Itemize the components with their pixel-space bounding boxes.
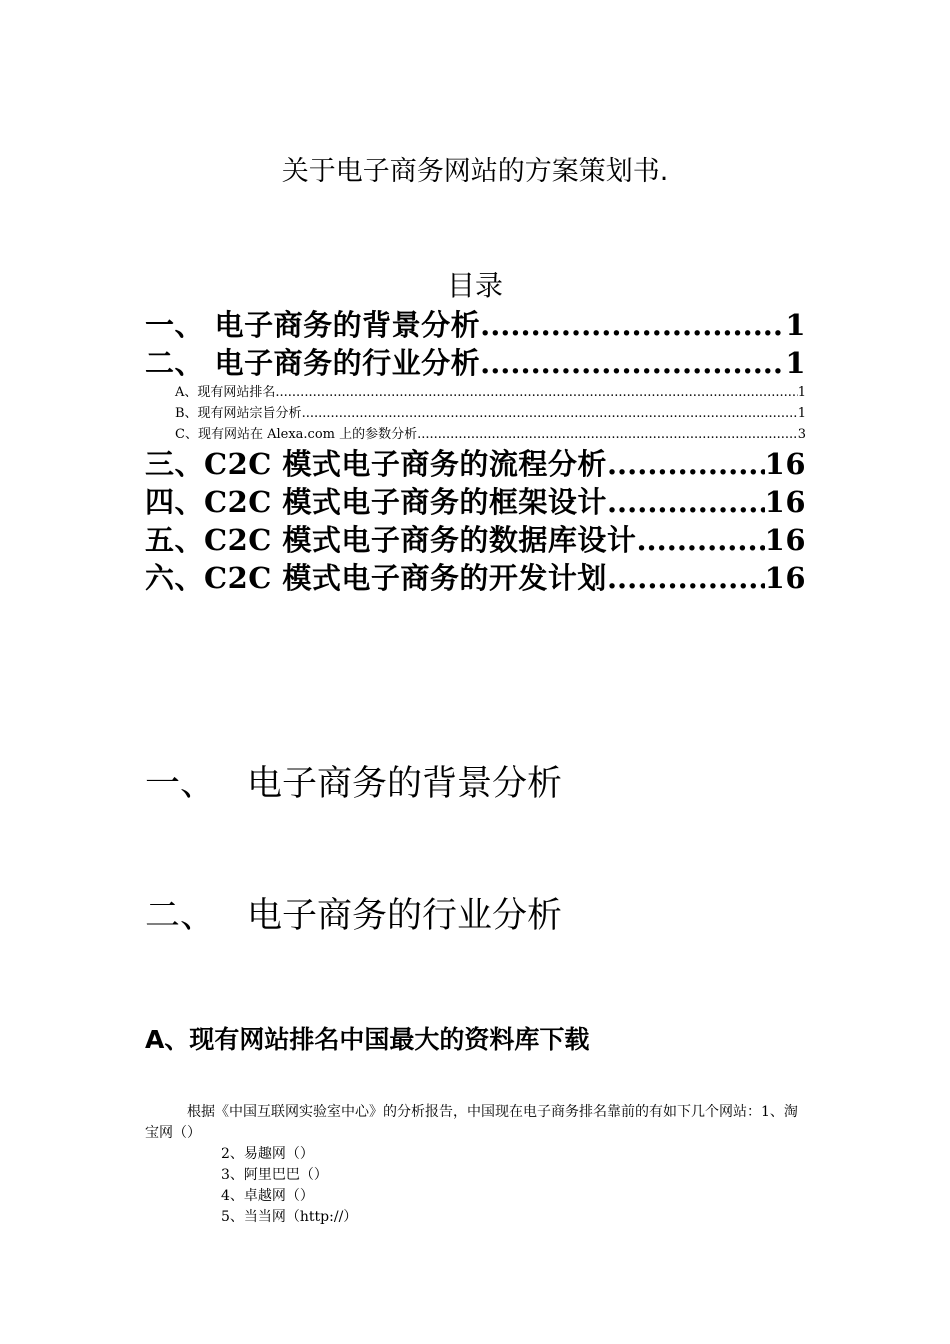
list-item: 3、阿里巴巴（）	[221, 1167, 328, 1183]
toc-leader	[480, 306, 785, 344]
toc-subentry[interactable]	[145, 382, 806, 403]
body-text	[145, 1102, 807, 1228]
toc-entry-label: 二、 电子商务的行业分析	[145, 346, 481, 380]
toc-entry-label: 三、C2C 模式电子商务的流程分析	[145, 447, 607, 481]
toc-entry-page: 16	[764, 523, 806, 557]
section-heading-background	[145, 760, 562, 808]
toc-entry[interactable]	[145, 306, 806, 344]
toc-entry-page: 1	[785, 308, 806, 342]
toc-entry-label: 五、C2C 模式电子商务的数据库设计	[145, 523, 637, 557]
toc-leader	[417, 424, 798, 445]
toc-entry[interactable]	[145, 344, 806, 382]
toc-entry-label: 四、C2C 模式电子商务的框架设计	[145, 485, 607, 519]
toc-leader	[607, 445, 765, 483]
document-title: 关于电子商务网站的方案策划书.	[281, 156, 669, 187]
toc-entry-page: 16	[764, 447, 806, 481]
toc-subentry-label: C、现有网站在 Alexa.com 上的参数分析	[175, 427, 418, 442]
subsection-heading: A、现有网站排名中国最大的资料库下载	[145, 1025, 590, 1054]
toc-entry-page: 1	[785, 346, 806, 380]
toc-leader	[607, 483, 765, 521]
toc-entry-label: 一、 电子商务的背景分析	[145, 308, 481, 342]
toc-entry[interactable]	[145, 559, 806, 597]
table-of-contents	[145, 306, 806, 597]
toc-entry[interactable]	[145, 445, 806, 483]
toc-leader	[480, 344, 785, 382]
section-number: 一、	[145, 764, 216, 804]
list-item: 2、易趣网（）	[221, 1146, 314, 1162]
toc-subentry-label: B、现有网站宗旨分析	[175, 406, 302, 421]
section-number: 二、	[145, 896, 216, 936]
toc-subentry[interactable]	[145, 403, 806, 424]
toc-leader	[636, 521, 764, 559]
toc-entry[interactable]	[145, 483, 806, 521]
toc-subentry-page: 1	[797, 385, 806, 400]
body-paragraph: 根据《中国互联网实验室中心》的分析报告，中国现在电子商务排名靠前的有如下几个网站：1、淘宝网（）	[145, 1104, 798, 1141]
toc-leader	[275, 382, 797, 403]
toc-entry-page: 16	[764, 561, 806, 595]
toc-subentry[interactable]	[145, 424, 806, 445]
section-title: 电子商务的行业分析	[247, 896, 563, 936]
toc-entry-label: 六、C2C 模式电子商务的开发计划	[145, 561, 607, 595]
list-item: 4、卓越网（）	[221, 1188, 314, 1204]
toc-leader	[302, 403, 798, 424]
toc-leader	[607, 559, 765, 597]
toc-subentry-page: 3	[797, 427, 806, 442]
section-heading-industry	[145, 892, 562, 940]
section-title: 电子商务的背景分析	[247, 764, 563, 804]
toc-heading: 目录	[446, 269, 503, 302]
toc-subentry-label: A、现有网站排名	[175, 385, 276, 400]
toc-entry-page: 16	[764, 485, 806, 519]
list-item: 5、当当网（http://）	[221, 1209, 358, 1225]
toc-subentry-page: 1	[797, 406, 806, 421]
toc-entry[interactable]	[145, 521, 806, 559]
